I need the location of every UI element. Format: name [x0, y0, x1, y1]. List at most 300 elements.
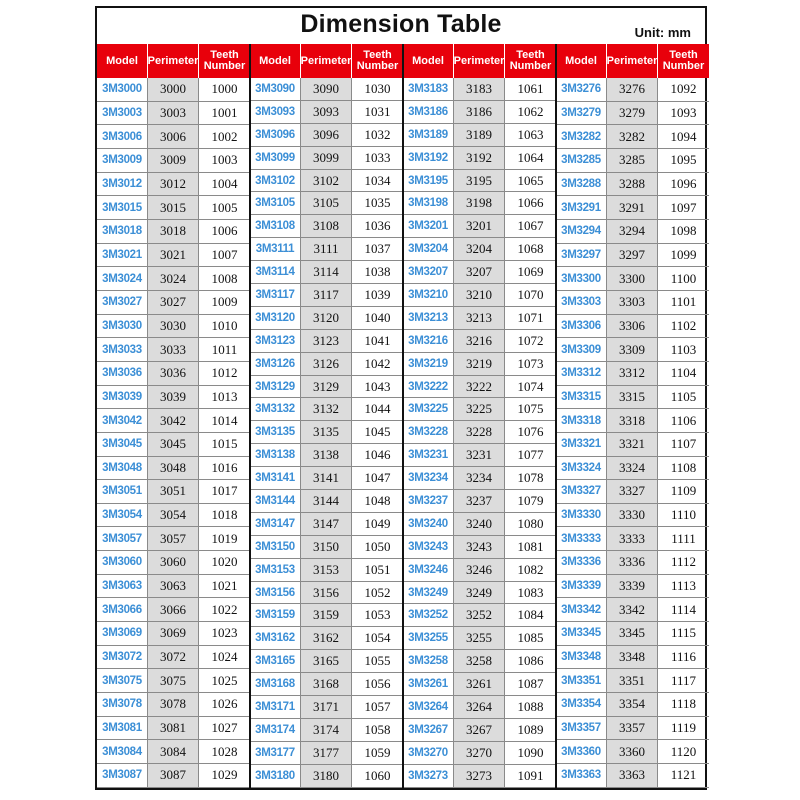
- teeth-number-cell: 1047: [364, 470, 391, 486]
- model-cell: 3M3126: [250, 353, 301, 375]
- model-cell: 3M3042: [97, 409, 148, 432]
- teeth-number-cell: 1097: [670, 199, 697, 215]
- model-cell: 3M3063: [97, 575, 148, 598]
- teeth-number-cell: 1099: [670, 246, 697, 262]
- model-cell: 3M3105: [250, 192, 301, 214]
- teeth-number-cell: 1092: [670, 81, 697, 97]
- model-cell: 3M3267: [403, 719, 454, 741]
- model-cell: 3M3303: [556, 291, 607, 314]
- perimeter-cell: 3084: [148, 740, 199, 763]
- teeth-number-cell: 1083: [517, 584, 544, 600]
- model-cell: 3M3297: [556, 244, 607, 267]
- perimeter-cell: 3087: [148, 764, 199, 787]
- perimeter-cell: 3180: [301, 765, 352, 787]
- teeth-number-header: Teeth Number: [203, 49, 246, 72]
- model-cell: 3M3258: [403, 650, 454, 672]
- table-row: [556, 764, 709, 788]
- teeth-number-cell: 1040: [364, 309, 391, 325]
- perimeter-cell: 3069: [148, 622, 199, 645]
- teeth-number-cell: 1006: [211, 223, 238, 239]
- model-cell: 3M3318: [556, 409, 607, 432]
- perimeter-cell: 3294: [607, 220, 658, 243]
- perimeter-cell: 3336: [607, 551, 658, 574]
- teeth-number-cell: 1059: [364, 744, 391, 760]
- table-row: [250, 604, 403, 627]
- model-cell: 3M3315: [556, 386, 607, 409]
- perimeter-cell: 3255: [454, 627, 505, 649]
- column-group-1: [97, 44, 250, 788]
- model-cell: 3M3027: [97, 291, 148, 314]
- teeth-number-cell: 1100: [670, 270, 697, 286]
- model-header: Model: [97, 44, 148, 78]
- group-rows: [97, 78, 250, 788]
- model-cell: 3M3330: [556, 504, 607, 527]
- table-row: [250, 444, 403, 467]
- perimeter-cell: 3207: [454, 261, 505, 283]
- perimeter-cell: 3129: [301, 376, 352, 398]
- perimeter-cell: 3216: [454, 330, 505, 352]
- perimeter-cell: 3285: [607, 149, 658, 172]
- table-row: [250, 192, 403, 215]
- perimeter-cell: 3162: [301, 627, 352, 649]
- table-row: [97, 598, 250, 622]
- group-rows: [403, 78, 556, 788]
- model-cell: 3M3012: [97, 173, 148, 196]
- teeth-number-cell: 1023: [211, 625, 238, 641]
- model-cell: 3M3162: [250, 627, 301, 649]
- perimeter-cell: 3222: [454, 376, 505, 398]
- perimeter-cell: 3345: [607, 622, 658, 645]
- table-row: [97, 125, 250, 149]
- perimeter-cell: 3027: [148, 291, 199, 314]
- table-row: [403, 147, 556, 170]
- model-cell: 3M3360: [556, 740, 607, 763]
- teeth-number-cell: 1101: [670, 294, 697, 310]
- table-row: [97, 622, 250, 646]
- model-cell: 3M3108: [250, 215, 301, 237]
- perimeter-cell: 3057: [148, 527, 199, 550]
- teeth-number-cell: 1115: [670, 625, 697, 641]
- teeth-number-cell: 1000: [211, 81, 238, 97]
- table-row: [403, 513, 556, 536]
- model-cell: 3M3069: [97, 622, 148, 645]
- table-row: [556, 362, 709, 386]
- teeth-number-cell: 1051: [364, 561, 391, 577]
- table-row: [250, 650, 403, 673]
- model-cell: 3M3255: [403, 627, 454, 649]
- table-row: [97, 244, 250, 268]
- perimeter-cell: 3036: [148, 362, 199, 385]
- model-cell: 3M3351: [556, 669, 607, 692]
- unit-label: Unit: mm: [634, 25, 691, 40]
- table-row: [250, 559, 403, 582]
- model-cell: 3M3177: [250, 742, 301, 764]
- model-cell: 3M3354: [556, 693, 607, 716]
- teeth-number-cell: 1089: [517, 721, 544, 737]
- table-row: [97, 646, 250, 670]
- perimeter-cell: 3108: [301, 215, 352, 237]
- perimeter-cell: 3099: [301, 147, 352, 169]
- perimeter-cell: 3348: [607, 646, 658, 669]
- teeth-number-cell: 1080: [517, 515, 544, 531]
- teeth-number-cell: 1076: [517, 424, 544, 440]
- model-cell: 3M3132: [250, 398, 301, 420]
- model-cell: 3M3135: [250, 421, 301, 443]
- table-row: [250, 307, 403, 330]
- perimeter-cell: 3267: [454, 719, 505, 741]
- model-cell: 3M3111: [250, 238, 301, 260]
- table-row: [556, 409, 709, 433]
- model-cell: 3M3357: [556, 717, 607, 740]
- teeth-number-cell: 1011: [211, 341, 238, 357]
- teeth-number-cell: 1057: [364, 698, 391, 714]
- table-row: [250, 742, 403, 765]
- table-row: [403, 192, 556, 215]
- model-cell: 3M3138: [250, 444, 301, 466]
- teeth-number-cell: 1070: [517, 286, 544, 302]
- perimeter-cell: 3297: [607, 244, 658, 267]
- perimeter-cell: 3270: [454, 742, 505, 764]
- table-row: [556, 196, 709, 220]
- teeth-number-cell: 1084: [517, 607, 544, 623]
- teeth-number-cell: 1056: [364, 676, 391, 692]
- model-cell: 3M3072: [97, 646, 148, 669]
- teeth-number-cell: 1033: [364, 149, 391, 165]
- teeth-number-cell: 1068: [517, 241, 544, 257]
- table-row: [250, 353, 403, 376]
- model-cell: 3M3270: [403, 742, 454, 764]
- model-cell: 3M3219: [403, 353, 454, 375]
- table-row: [403, 124, 556, 147]
- table-row: [556, 433, 709, 457]
- teeth-number-cell: 1042: [364, 355, 391, 371]
- table-row: [97, 315, 250, 339]
- table-row: [97, 267, 250, 291]
- perimeter-cell: 3174: [301, 719, 352, 741]
- model-cell: 3M3312: [556, 362, 607, 385]
- table-row: [556, 740, 709, 764]
- model-cell: 3M3006: [97, 125, 148, 148]
- table-row: [403, 536, 556, 559]
- perimeter-cell: 3111: [301, 238, 352, 260]
- model-cell: 3M3081: [97, 717, 148, 740]
- table-row: [97, 362, 250, 386]
- perimeter-cell: 3291: [607, 196, 658, 219]
- model-cell: 3M3204: [403, 238, 454, 260]
- teeth-number-cell: 1116: [670, 649, 697, 665]
- perimeter-cell: 3006: [148, 125, 199, 148]
- model-cell: 3M3345: [556, 622, 607, 645]
- group-rows: [250, 78, 403, 788]
- perimeter-cell: 3165: [301, 650, 352, 672]
- model-cell: 3M3321: [556, 433, 607, 456]
- dimension-table: [95, 6, 707, 790]
- teeth-number-cell: 1031: [364, 103, 391, 119]
- teeth-number-cell: 1024: [211, 649, 238, 665]
- model-header: Model: [403, 44, 454, 78]
- table-row: [403, 284, 556, 307]
- teeth-number-cell: 1041: [364, 332, 391, 348]
- teeth-number-cell: 1065: [517, 172, 544, 188]
- perimeter-cell: 3273: [454, 765, 505, 787]
- teeth-number-cell: 1012: [211, 365, 238, 381]
- table-row: [403, 719, 556, 742]
- table-row: [403, 582, 556, 605]
- table-row: [403, 490, 556, 513]
- model-cell: 3M3009: [97, 149, 148, 172]
- perimeter-cell: 3192: [454, 147, 505, 169]
- teeth-number-cell: 1014: [211, 412, 238, 428]
- teeth-number-cell: 1044: [364, 401, 391, 417]
- teeth-number-cell: 1094: [670, 128, 697, 144]
- model-cell: 3M3024: [97, 267, 148, 290]
- table-row: [556, 149, 709, 173]
- group-divider: [555, 44, 557, 788]
- perimeter-cell: 3240: [454, 513, 505, 535]
- group-divider: [249, 44, 251, 788]
- teeth-number-cell: 1043: [364, 378, 391, 394]
- perimeter-cell: 3246: [454, 559, 505, 581]
- model-cell: 3M3234: [403, 467, 454, 489]
- column-group-3: [403, 44, 556, 788]
- model-cell: 3M3117: [250, 284, 301, 306]
- group-header: [403, 44, 556, 78]
- group-rows: [556, 78, 709, 788]
- model-cell: 3M3054: [97, 504, 148, 527]
- group-header: [250, 44, 403, 78]
- table-row: [97, 220, 250, 244]
- model-cell: 3M3051: [97, 480, 148, 503]
- table-row: [250, 215, 403, 238]
- table-row: [97, 409, 250, 433]
- perimeter-cell: 3177: [301, 742, 352, 764]
- table-row: [250, 536, 403, 559]
- perimeter-cell: 3159: [301, 604, 352, 626]
- perimeter-cell: 3150: [301, 536, 352, 558]
- table-row: [403, 421, 556, 444]
- table-row: [556, 267, 709, 291]
- perimeter-cell: 3147: [301, 513, 352, 535]
- teeth-number-cell: 1010: [211, 317, 238, 333]
- model-cell: 3M3030: [97, 315, 148, 338]
- perimeter-cell: 3315: [607, 386, 658, 409]
- teeth-number-cell: 1073: [517, 355, 544, 371]
- table-row: [556, 480, 709, 504]
- perimeter-cell: 3102: [301, 170, 352, 192]
- model-cell: 3M3186: [403, 101, 454, 123]
- table-row: [250, 513, 403, 536]
- model-cell: 3M3210: [403, 284, 454, 306]
- teeth-number-cell: 1049: [364, 515, 391, 531]
- model-cell: 3M3087: [97, 764, 148, 787]
- perimeter-cell: 3018: [148, 220, 199, 243]
- table-row: [250, 238, 403, 261]
- teeth-number-cell: 1120: [670, 743, 697, 759]
- perimeter-cell: 3066: [148, 598, 199, 621]
- table-row: [556, 173, 709, 197]
- model-cell: 3M3159: [250, 604, 301, 626]
- perimeter-cell: 3276: [607, 78, 658, 101]
- teeth-number-cell: 1035: [364, 195, 391, 211]
- teeth-number-cell: 1086: [517, 653, 544, 669]
- model-cell: 3M3336: [556, 551, 607, 574]
- table-row: [403, 330, 556, 353]
- perimeter-cell: 3141: [301, 467, 352, 489]
- table-row: [97, 196, 250, 220]
- perimeter-cell: 3045: [148, 433, 199, 456]
- perimeter-cell: 3279: [607, 102, 658, 125]
- table-row: [250, 170, 403, 193]
- model-cell: 3M3285: [556, 149, 607, 172]
- perimeter-cell: 3249: [454, 582, 505, 604]
- model-cell: 3M3156: [250, 582, 301, 604]
- teeth-number-header: Teeth Number: [509, 49, 552, 72]
- model-cell: 3M3282: [556, 125, 607, 148]
- table-row: [97, 291, 250, 315]
- teeth-number-cell: 1037: [364, 241, 391, 257]
- perimeter-cell: 3303: [607, 291, 658, 314]
- table-row: [556, 551, 709, 575]
- teeth-number-cell: 1102: [670, 317, 697, 333]
- perimeter-cell: 3351: [607, 669, 658, 692]
- teeth-number-cell: 1119: [670, 720, 697, 736]
- model-cell: 3M3195: [403, 170, 454, 192]
- teeth-number-cell: 1013: [211, 388, 238, 404]
- teeth-number-cell: 1091: [517, 767, 544, 783]
- table-row: [556, 338, 709, 362]
- model-cell: 3M3147: [250, 513, 301, 535]
- table-row: [97, 693, 250, 717]
- perimeter-cell: 3081: [148, 717, 199, 740]
- table-row: [97, 433, 250, 457]
- model-cell: 3M3060: [97, 551, 148, 574]
- teeth-number-cell: 1003: [211, 152, 238, 168]
- teeth-number-cell: 1117: [670, 672, 697, 688]
- table-row: [97, 149, 250, 173]
- perimeter-cell: 3168: [301, 673, 352, 695]
- model-cell: 3M3264: [403, 696, 454, 718]
- model-cell: 3M3093: [250, 101, 301, 123]
- teeth-number-cell: 1112: [670, 554, 697, 570]
- model-cell: 3M3237: [403, 490, 454, 512]
- teeth-number-cell: 1020: [211, 554, 238, 570]
- table-row: [403, 604, 556, 627]
- perimeter-cell: 3225: [454, 398, 505, 420]
- model-cell: 3M3033: [97, 338, 148, 361]
- perimeter-cell: 3003: [148, 102, 199, 125]
- table-row: [403, 765, 556, 788]
- perimeter-cell: 3021: [148, 244, 199, 267]
- table-row: [97, 78, 250, 102]
- table-row: [97, 575, 250, 599]
- perimeter-cell: 3258: [454, 650, 505, 672]
- table-row: [250, 101, 403, 124]
- model-cell: 3M3150: [250, 536, 301, 558]
- teeth-number-cell: 1028: [211, 743, 238, 759]
- teeth-number-cell: 1064: [517, 149, 544, 165]
- perimeter-cell: 3138: [301, 444, 352, 466]
- table-row: [403, 444, 556, 467]
- perimeter-cell: 3189: [454, 124, 505, 146]
- perimeter-cell: 3156: [301, 582, 352, 604]
- table-row: [97, 173, 250, 197]
- table-row: [403, 261, 556, 284]
- title-bar: [97, 8, 705, 44]
- group-header: [556, 44, 709, 78]
- perimeter-cell: 3309: [607, 338, 658, 361]
- table-row: [97, 480, 250, 504]
- perimeter-header: Perimeter: [301, 44, 352, 78]
- teeth-number-cell: 1061: [517, 80, 544, 96]
- table-row: [250, 398, 403, 421]
- model-cell: 3M3246: [403, 559, 454, 581]
- teeth-number-cell: 1038: [364, 264, 391, 280]
- table-row: [556, 527, 709, 551]
- perimeter-cell: 3237: [454, 490, 505, 512]
- perimeter-cell: 3171: [301, 696, 352, 718]
- teeth-number-cell: 1032: [364, 126, 391, 142]
- teeth-number-cell: 1079: [517, 492, 544, 508]
- perimeter-cell: 3051: [148, 480, 199, 503]
- model-cell: 3M3090: [250, 78, 301, 100]
- teeth-number-cell: 1067: [517, 218, 544, 234]
- perimeter-cell: 3282: [607, 125, 658, 148]
- model-cell: 3M3273: [403, 765, 454, 787]
- teeth-number-cell: 1072: [517, 332, 544, 348]
- teeth-number-cell: 1075: [517, 401, 544, 417]
- teeth-number-cell: 1082: [517, 561, 544, 577]
- teeth-number-cell: 1029: [211, 767, 238, 783]
- perimeter-cell: 3195: [454, 170, 505, 192]
- perimeter-cell: 3198: [454, 192, 505, 214]
- table-row: [97, 527, 250, 551]
- teeth-number-cell: 1078: [517, 470, 544, 486]
- teeth-number-cell: 1045: [364, 424, 391, 440]
- model-cell: 3M3036: [97, 362, 148, 385]
- teeth-number-cell: 1052: [364, 584, 391, 600]
- model-cell: 3M3306: [556, 315, 607, 338]
- table-row: [403, 467, 556, 490]
- model-cell: 3M3216: [403, 330, 454, 352]
- perimeter-cell: 3201: [454, 215, 505, 237]
- teeth-number-cell: 1087: [517, 676, 544, 692]
- teeth-number-cell: 1090: [517, 744, 544, 760]
- perimeter-cell: 3054: [148, 504, 199, 527]
- perimeter-cell: 3060: [148, 551, 199, 574]
- teeth-number-cell: 1021: [211, 578, 238, 594]
- model-cell: 3M3192: [403, 147, 454, 169]
- table-row: [556, 457, 709, 481]
- table-row: [250, 330, 403, 353]
- table-row: [97, 717, 250, 741]
- table-row: [97, 551, 250, 575]
- table-row: [403, 673, 556, 696]
- teeth-number-cell: 1109: [670, 483, 697, 499]
- perimeter-cell: 3078: [148, 693, 199, 716]
- table-row: [403, 101, 556, 124]
- model-cell: 3M3213: [403, 307, 454, 329]
- table-row: [250, 467, 403, 490]
- perimeter-cell: 3048: [148, 457, 199, 480]
- teeth-number-cell: 1106: [670, 412, 697, 428]
- teeth-number-cell: 1071: [517, 309, 544, 325]
- table-row: [556, 646, 709, 670]
- perimeter-cell: 3015: [148, 196, 199, 219]
- table-row: [250, 376, 403, 399]
- teeth-number-header: Teeth Number: [356, 49, 399, 72]
- perimeter-cell: 3135: [301, 421, 352, 443]
- teeth-number-cell: 1054: [364, 630, 391, 646]
